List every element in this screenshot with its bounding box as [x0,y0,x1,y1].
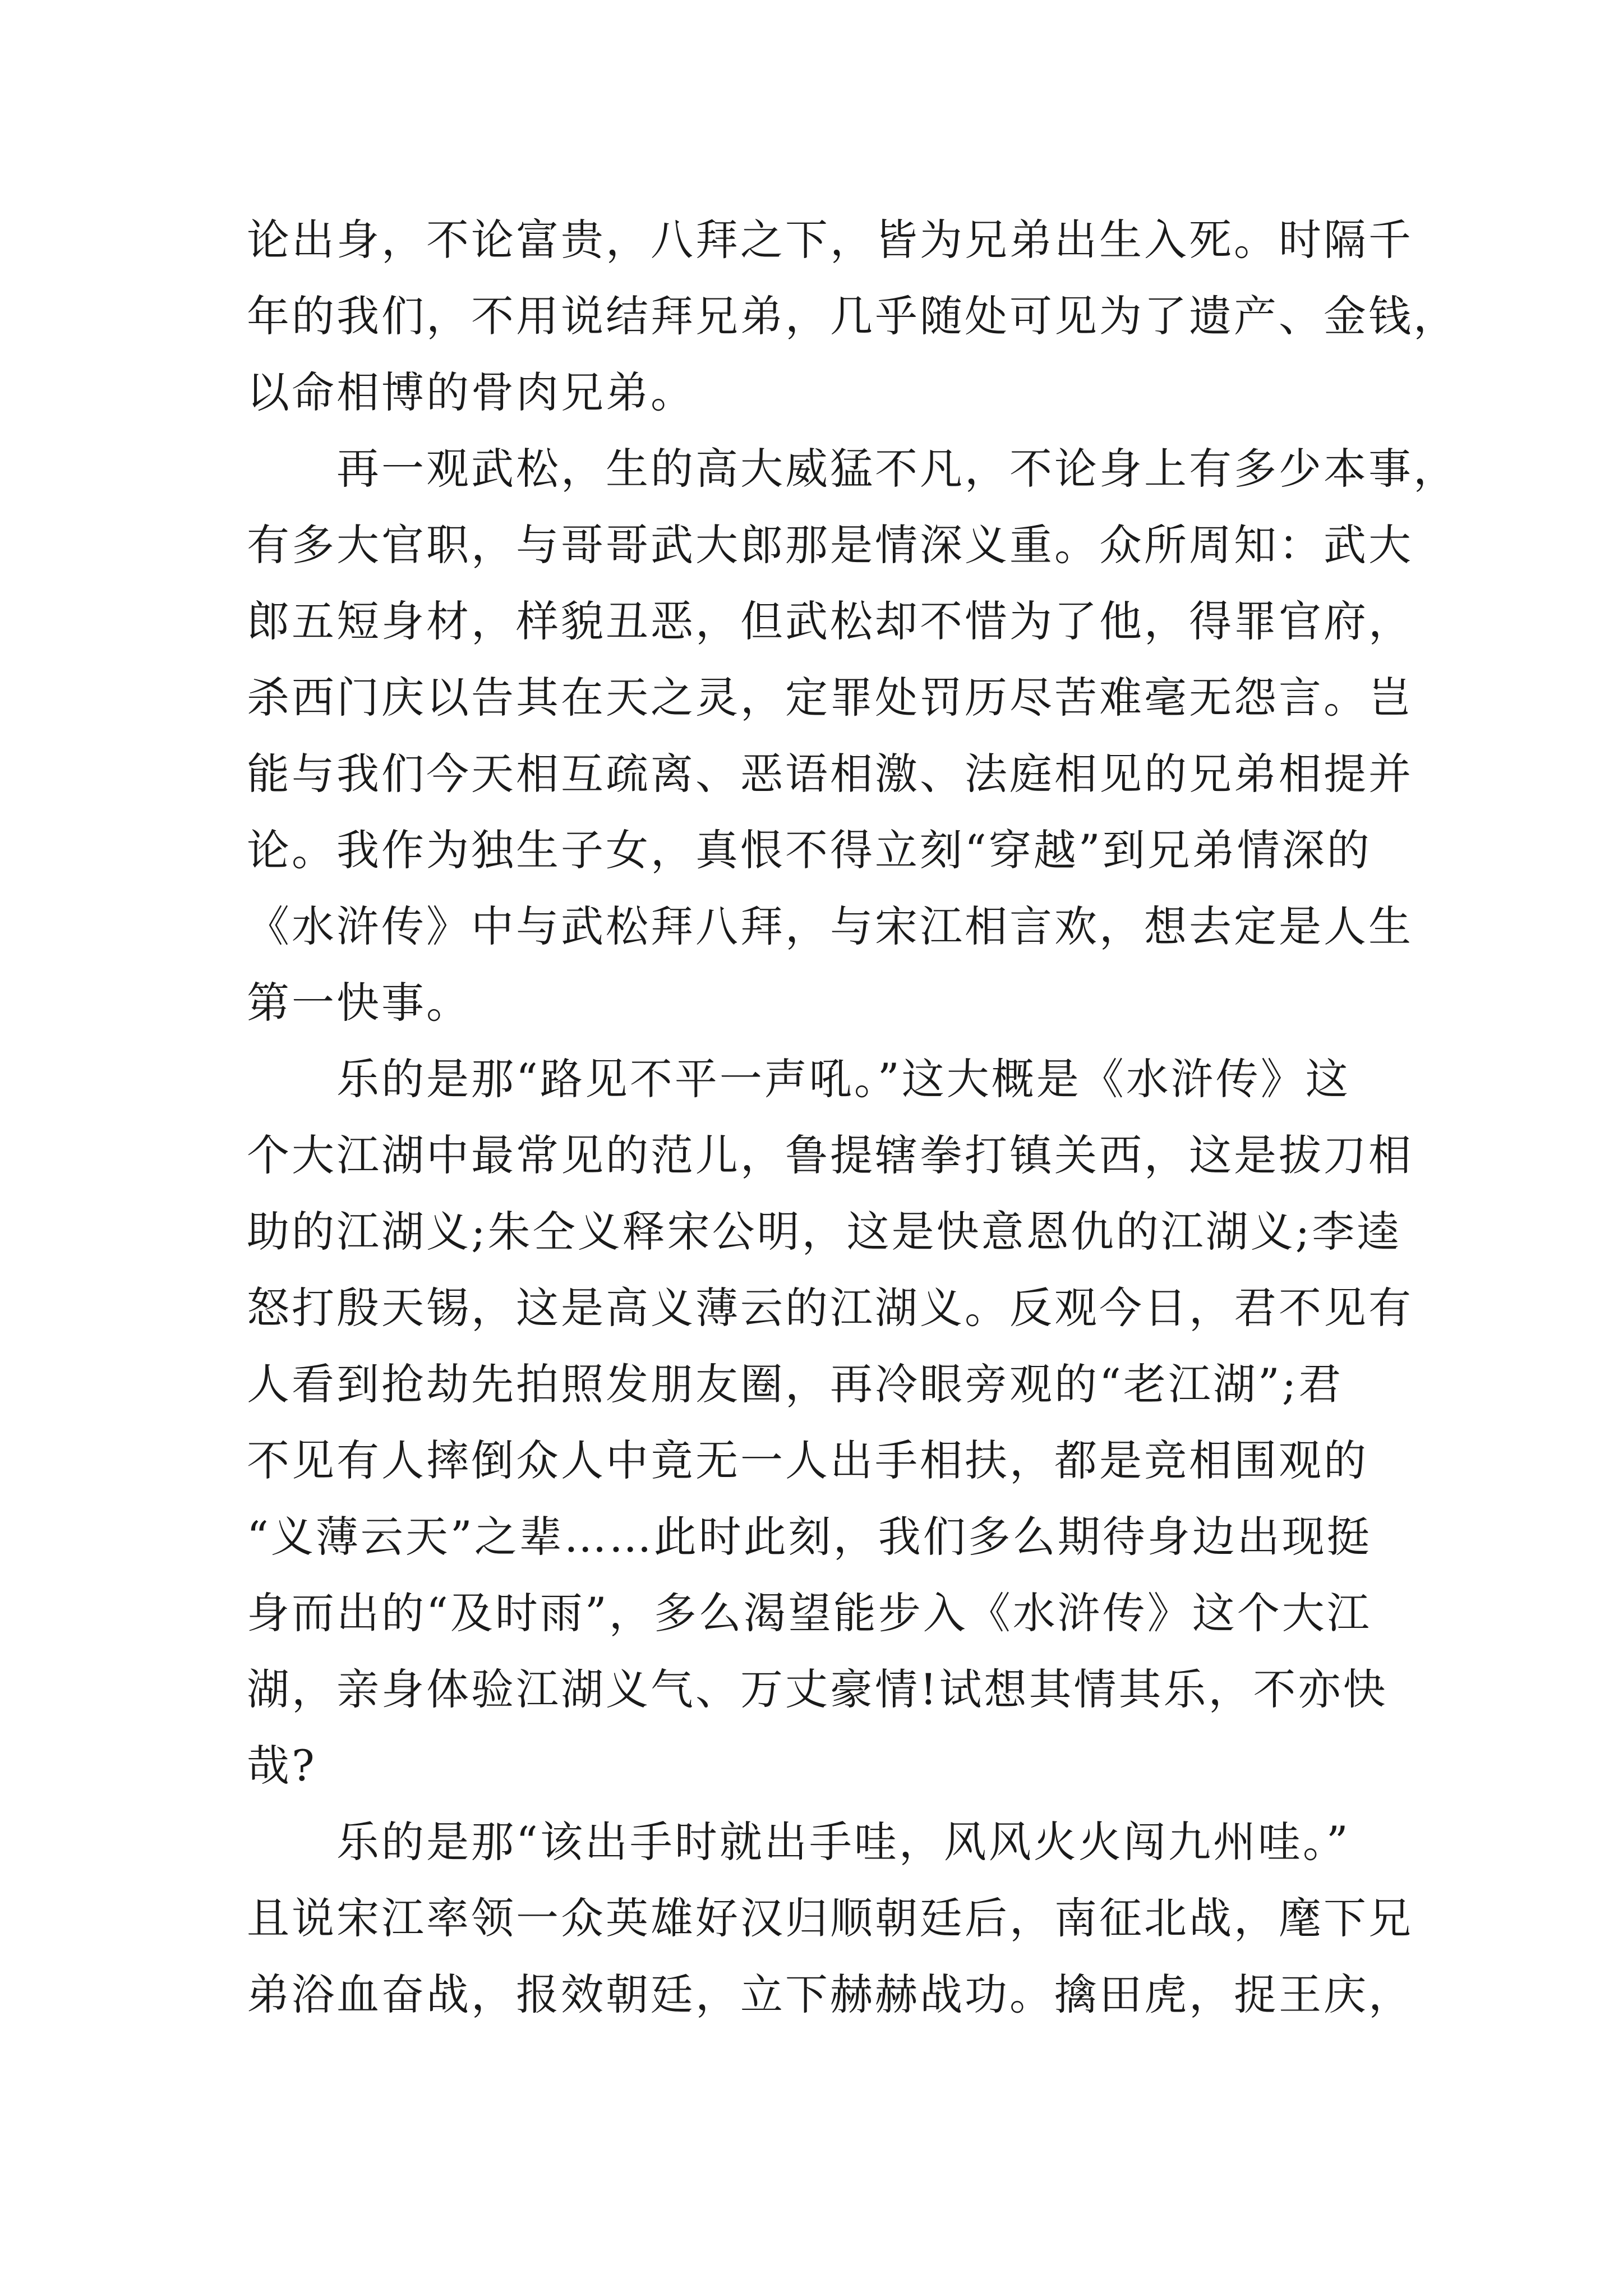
text-line: 助的江湖义;朱仝义释宋公明，这是快意恩仇的江湖义;李逵 [247,1207,1402,1257]
body-text [247,202,1458,2033]
text-line: 郎五短身材，样貌丑恶，但武松却不惜为了他，得罪官府， [247,596,1413,646]
text-line: 不见有人摔倒众人中竟无一人出手相扶，都是竞相围观的 [247,1435,1368,1485]
text-line: 个大江湖中最常见的范儿，鲁提辖拳打镇关西，这是拔刀相 [247,1130,1413,1180]
text-line: 论。我作为独生子女，真恨不得立刻“穿越”到兄弟情深的 [247,825,1372,875]
text-line: 哉? [247,1741,317,1791]
text-line: 弟浴血奋战，报效朝廷，立下赫赫战功。擒田虎，捉王庆， [247,1970,1413,2019]
text-line: 湖，亲身体验江湖义气、万丈豪情!试想其情其乐，不亦快 [247,1664,1388,1714]
paragraph-first-line: 乐的是那“该出手时就出手哇，风风火火闯九州哇。” [336,1817,1350,1867]
text-line: 第一快事。 [247,978,471,1028]
text-line: 且说宋江率领一众英雄好汉归顺朝廷后，南征北战，麾下兄 [247,1893,1413,1943]
paragraph-first-line: 再一观武松，生的高大威猛不凡，不论身上有多少本事， [336,444,1458,494]
text-line: 能与我们今天相互疏离、恶语相激、法庭相见的兄弟相提并 [247,749,1413,799]
text-line: 论出身，不论富贵，八拜之下，皆为兄弟出生入死。时隔千 [247,215,1413,265]
paragraph-first-line: 乐的是那“路见不平一声吼。”这大概是《水浒传》这 [336,1054,1350,1104]
text-line: “义薄云天”之辈……此时此刻，我们多么期待身边出现挺 [247,1512,1372,1562]
text-line: 以命相博的骨肉兄弟。 [247,367,695,417]
text-line: 《水浒传》中与武松拜八拜，与宋江相言欢，想去定是人生 [247,901,1413,951]
text-line: 年的我们，不用说结拜兄弟，几乎随处可见为了遗产、金钱， [247,291,1458,341]
text-line: 有多大官职，与哥哥武大郎那是情深义重。众所周知：武大 [247,520,1413,570]
text-line: 杀西门庆以告其在天之灵，定罪处罚历尽苦难毫无怨言。岂 [247,673,1413,723]
text-line: 人看到抢劫先拍照发朋友圈，再冷眼旁观的“老江湖”;君 [247,1359,1344,1409]
text-line: 身而出的“及时雨”，多么渴望能步入《水浒传》这个大江 [247,1588,1372,1638]
text-line: 怒打殷天锡，这是高义薄云的江湖义。反观今日，君不见有 [247,1283,1413,1333]
